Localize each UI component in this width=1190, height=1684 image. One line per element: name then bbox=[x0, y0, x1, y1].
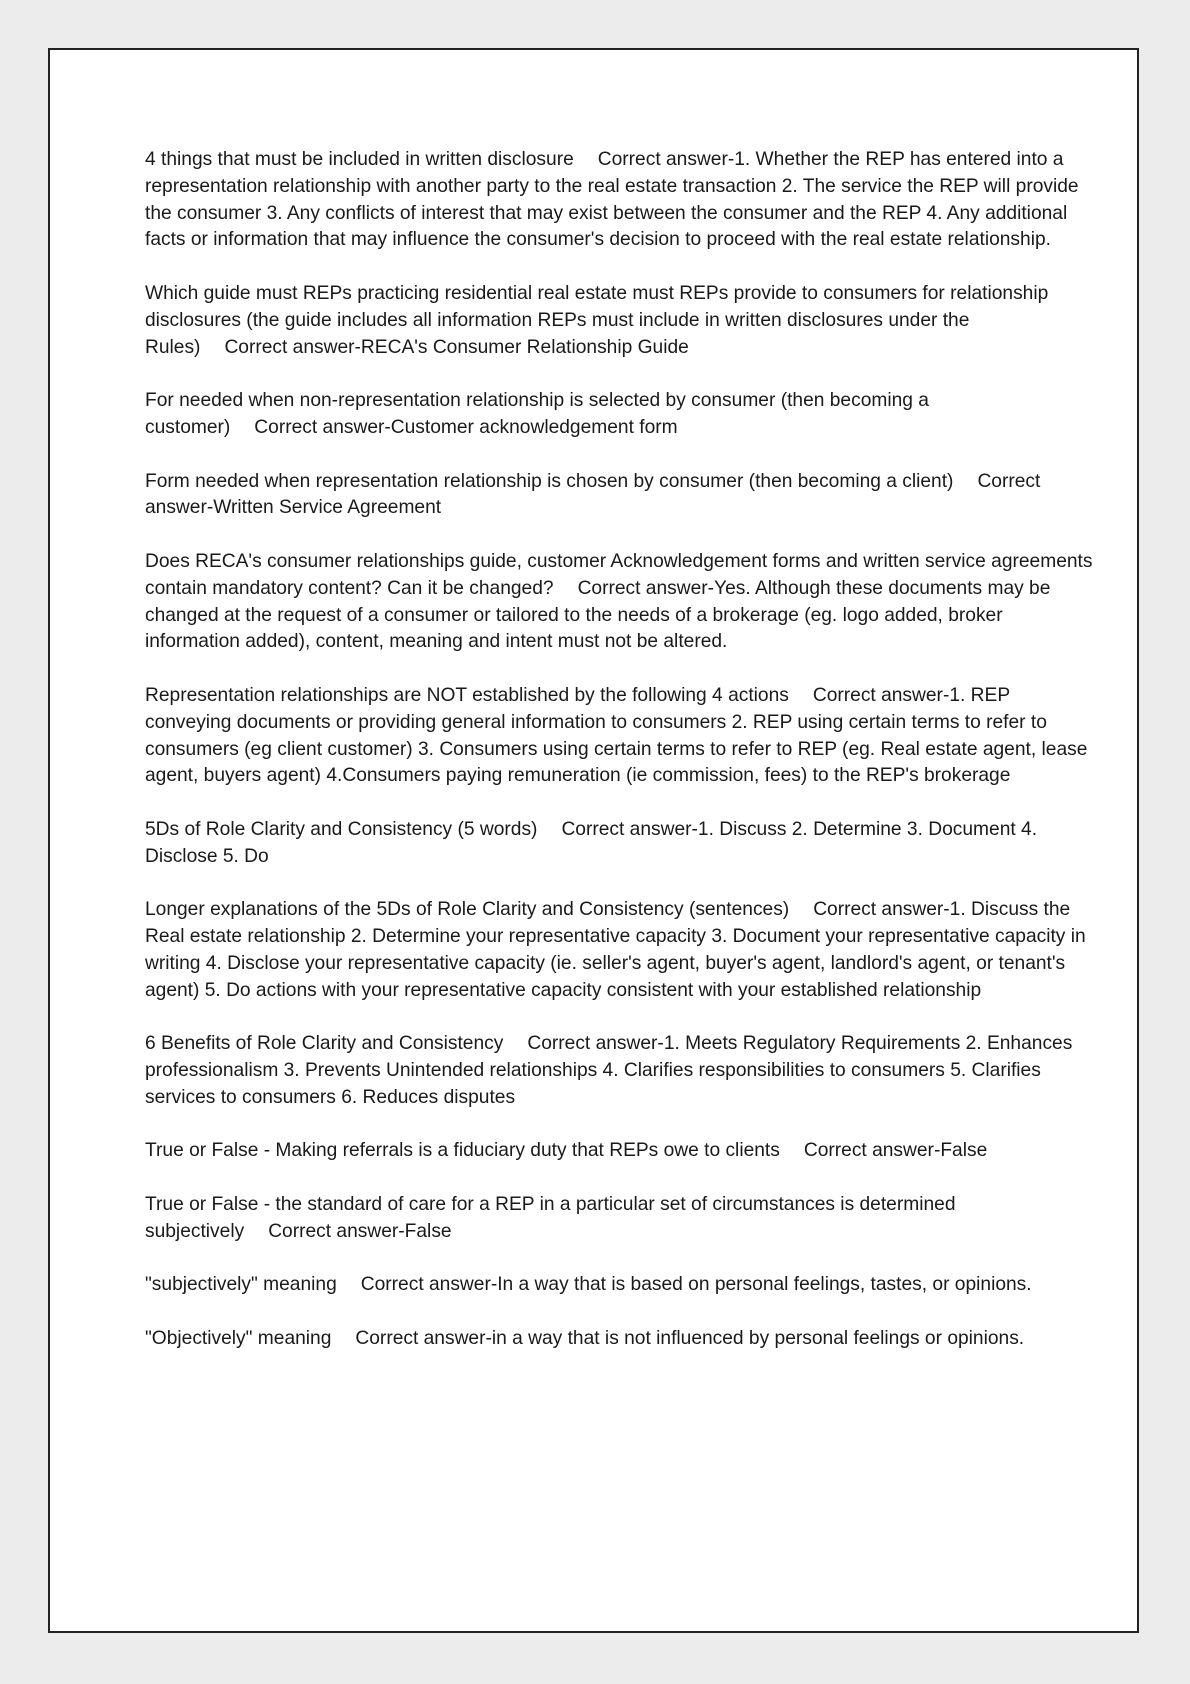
question-text: Form needed when representation relationship is chosen by consumer (then becoming a client) bbox=[145, 470, 954, 492]
qa-item bbox=[145, 1138, 1095, 1165]
question-text: Does RECA's consumer relationships guide, customer Acknowledgement forms and written service agreements contain mandatory content? Can it be changed? bbox=[145, 550, 1093, 599]
answer-text: Correct answer-In a way that is based on personal feelings, tastes, or opinions. bbox=[360, 1274, 1032, 1296]
answer-text: Correct answer-in a way that is not influenced by personal feelings or opinions. bbox=[355, 1328, 1025, 1350]
qa-item bbox=[145, 549, 1095, 656]
qa-item bbox=[145, 1326, 1095, 1353]
answer-text: Correct answer-False bbox=[268, 1220, 452, 1242]
question-text: Representation relationships are NOT established by the following 4 actions bbox=[145, 684, 789, 706]
qa-item bbox=[145, 817, 1095, 871]
qa-item bbox=[145, 1031, 1095, 1111]
question-text: 5Ds of Role Clarity and Consistency (5 words) bbox=[145, 818, 538, 840]
question-text: True or False - Making referrals is a fiduciary duty that REPs owe to clients bbox=[145, 1140, 780, 1162]
question-text: True or False - the standard of care for a REP in a particular set of circumstances is determined subjectively bbox=[145, 1194, 956, 1242]
qa-item bbox=[145, 897, 1095, 1004]
question-text: 6 Benefits of Role Clarity and Consistency bbox=[145, 1033, 504, 1055]
answer-text: Correct answer-1. REP conveying documents or providing general information to consumers 2. REP using certain terms to refer to consumers (eg client customer) 3. Consumers using certain terms to refer to REP (eg. Real estate agent, lease agent, buyers agent) 4.Consumers paying remuneration (ie commission, fees) to the REP's brokerage bbox=[145, 684, 1088, 787]
answer-text: Correct answer-RECA's Consumer Relationship Guide bbox=[224, 336, 689, 358]
qa-item bbox=[145, 281, 1095, 361]
question-text: 4 things that must be included in written disclosure bbox=[145, 149, 574, 170]
qa-item bbox=[145, 1192, 1095, 1246]
answer-text: Correct answer-1. Discuss the Real estate relationship 2. Determine your representative capacity 3. Document your representative capacity in writing 4. Disclose your representative capacity (ie. seller's agent, buyer's agent, landlord's agent, or tenant's agent) 5. Do actions with your representative capacity consistent with your established relationship bbox=[145, 899, 1086, 1001]
question-text: "subjectively" meaning bbox=[145, 1274, 337, 1296]
answer-text: Correct answer-Written Service Agreement bbox=[145, 470, 1041, 519]
question-text: For needed when non-representation relationship is selected by consumer (then becoming a customer) bbox=[145, 390, 929, 438]
qa-list bbox=[145, 147, 1095, 1380]
answer-text: Correct answer-1. Meets Regulatory Requirements 2. Enhances professionalism 3. Prevents Unintended relationships 4. Clarifies responsibilities to consumers 5. Clarifies services to consumers 6. Reduces disputes bbox=[145, 1033, 1073, 1108]
question-text: "Objectively" meaning bbox=[145, 1328, 332, 1350]
answer-text: Correct answer-1. Discuss 2. Determine 3. Document 4. Disclose 5. Do bbox=[145, 818, 1038, 867]
document-page bbox=[48, 48, 1139, 1633]
answer-text: Correct answer-1. Whether the REP has entered into a representation relationship with another party to the real estate transaction 2. The service the REP will provide the consumer 3. Any conflicts of interest that may exist between the consumer and the REP 4. Any additional facts or information that may influence the consumer's decision to proceed with the real estate relationship. bbox=[145, 149, 1079, 251]
qa-item bbox=[145, 683, 1095, 790]
answer-text: Correct answer-False bbox=[803, 1140, 988, 1162]
answer-text: Correct answer-Yes. Although these documents may be changed at the request of a consumer or tailored to the needs of a brokerage (eg. logo added, broker information added), content, meaning and intent must not be altered. bbox=[145, 577, 1051, 653]
question-text: Which guide must REPs practicing residential real estate must REPs provide to consumers for relationship disclosures (the guide includes all information REPs must include in written disclosures under the Rules) bbox=[145, 282, 1049, 358]
question-text: Longer explanations of the 5Ds of Role Clarity and Consistency (sentences) bbox=[145, 899, 790, 921]
qa-item bbox=[145, 147, 1095, 254]
qa-item bbox=[145, 469, 1095, 523]
qa-item bbox=[145, 1272, 1095, 1299]
answer-text: Correct answer-Customer acknowledgement form bbox=[254, 416, 678, 438]
qa-item bbox=[145, 388, 1095, 442]
